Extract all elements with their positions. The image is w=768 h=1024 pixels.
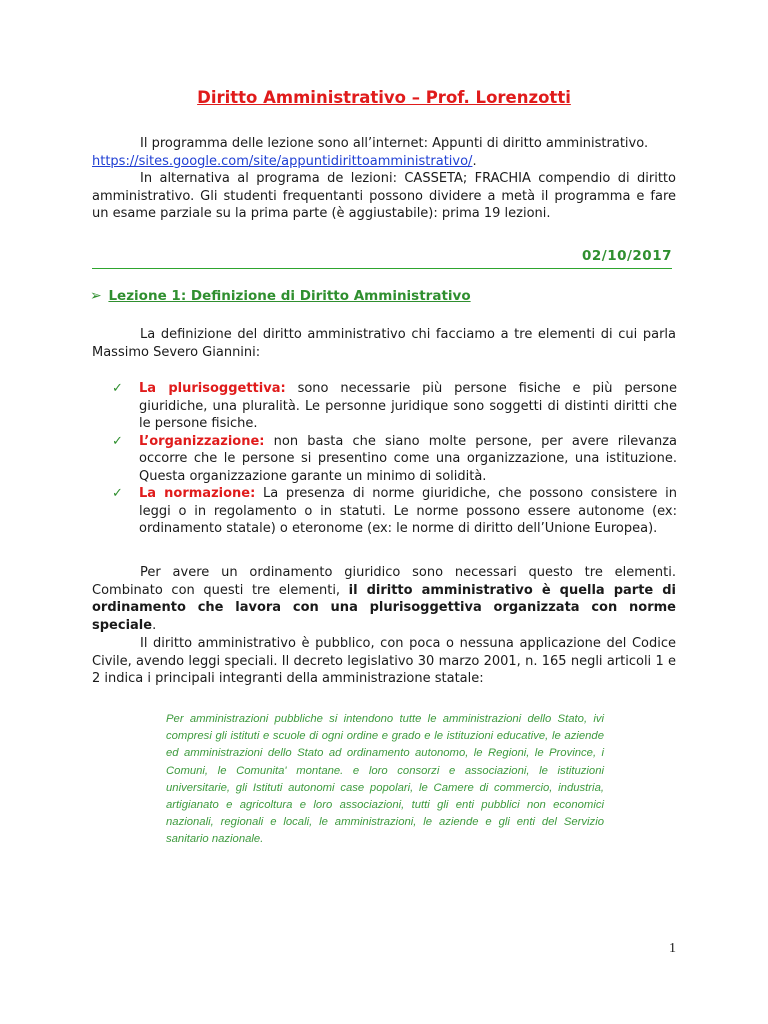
definition-highlight: il diritto amministrativo è quella parte di ordinamento che lavora con una plurisoggettiva organizzata con norme speciale [92,582,676,633]
elements-list [112,380,677,538]
check-icon: ✓ [112,381,123,396]
combined-paragraph [92,564,676,634]
list-item [112,380,677,433]
page-number: 1 [669,941,676,956]
course-notes-link[interactable]: https://sites.google.com/site/appuntidirittoamministrativo/ [92,153,473,169]
date-rule [92,248,672,269]
lesson-heading [90,288,471,304]
check-icon: ✓ [112,486,123,501]
lesson-date: 02/10/2017 [581,248,672,264]
arrowhead-bullet-icon: ➢ [90,288,102,304]
lesson-title: Lezione 1: Definizione di Diritto Amministrativo [108,288,471,304]
intro-paragraph [92,135,676,223]
element-text: sono necessarie più persone fisiche e più persone giuridiche, una pluralità. Le personne juridique sono soggetti di distinti diritti che le persone fisiche. [139,381,677,431]
element-term: La normazione: [139,486,256,501]
public-law-paragraph: Il diritto amministrativo è pubblico, con poca o nessuna applicazione del Codice Civile, avendo leggi speciali. Il decreto legislativo 30 marzo 2001, n. 165 negli articoli 1 e 2 indica i principali integranti della amministrazione statale: [92,636,676,686]
page-title: Diritto Amministrativo – Prof. Lorenzotti [197,88,571,107]
element-term: La plurisoggettiva: [139,381,286,396]
element-term: L’organizzazione: [139,433,265,449]
element-text: non basta che siano molte persone, per avere rilevanza occorre che le persone si presentino come una organizzazione, una istituzione. Questa organizzazione garante un minimo di solidità. [139,433,677,484]
check-icon: ✓ [112,433,123,449]
list-item [112,433,677,486]
list-item [112,485,677,538]
intro-line-3: In alternativa al programa de lezioni: CASSETA; FRACHIA compendio di diritto amministrativo. Gli studenti frequentanti possono dividere a metà il programma e fare un esame parziale su la prima parte (è aggiustabile): prima 19 lezioni. [92,171,676,221]
legal-quote: Per amministrazioni pubbliche si intendono tutte le amministrazioni dello Stato, ivi compresi gli istituti e scuole di ogni ordine e grado e le istituzioni educative, le aziende ed amministrazioni dello Stato ad ordinamento autonomo, le Regioni, le Province, i Comuni, le Comunita' montane. e loro consorzi e associazioni, le istituzioni universitarie, gli Istituti autonomi case popolari, le Camere di commercio, industria, artigianato e agricoltura e loro associazioni, tutti gli enti pubblici non economici nazionali, regionali e locali, le amministrazioni, le aziende e gli enti del Servizio sanitario nazionale. [166,713,604,846]
combined-end: . [152,617,157,633]
intro-line-1: Il programma delle lezione sono all’internet: Appunti di diritto amministrativo. [140,136,649,151]
combined-text: Per avere un ordinamento giuridico sono necessari questo tre elementi. Combinato con questi tre elementi, [92,565,676,598]
definition-paragraph: La definizione del diritto amministrativo chi facciamo a tre elementi di cui parla Massimo Severo Giannini: [92,327,676,360]
element-text: La presenza di norme giuridiche, che possono consistere in leggi o in regolamento o in statuti. Le norme possono essere autonome (ex: ordinamento statale) o eteronome (ex: le norme di diritto dell’Unione Europea). [139,486,677,536]
link-suffix: . [472,153,477,169]
